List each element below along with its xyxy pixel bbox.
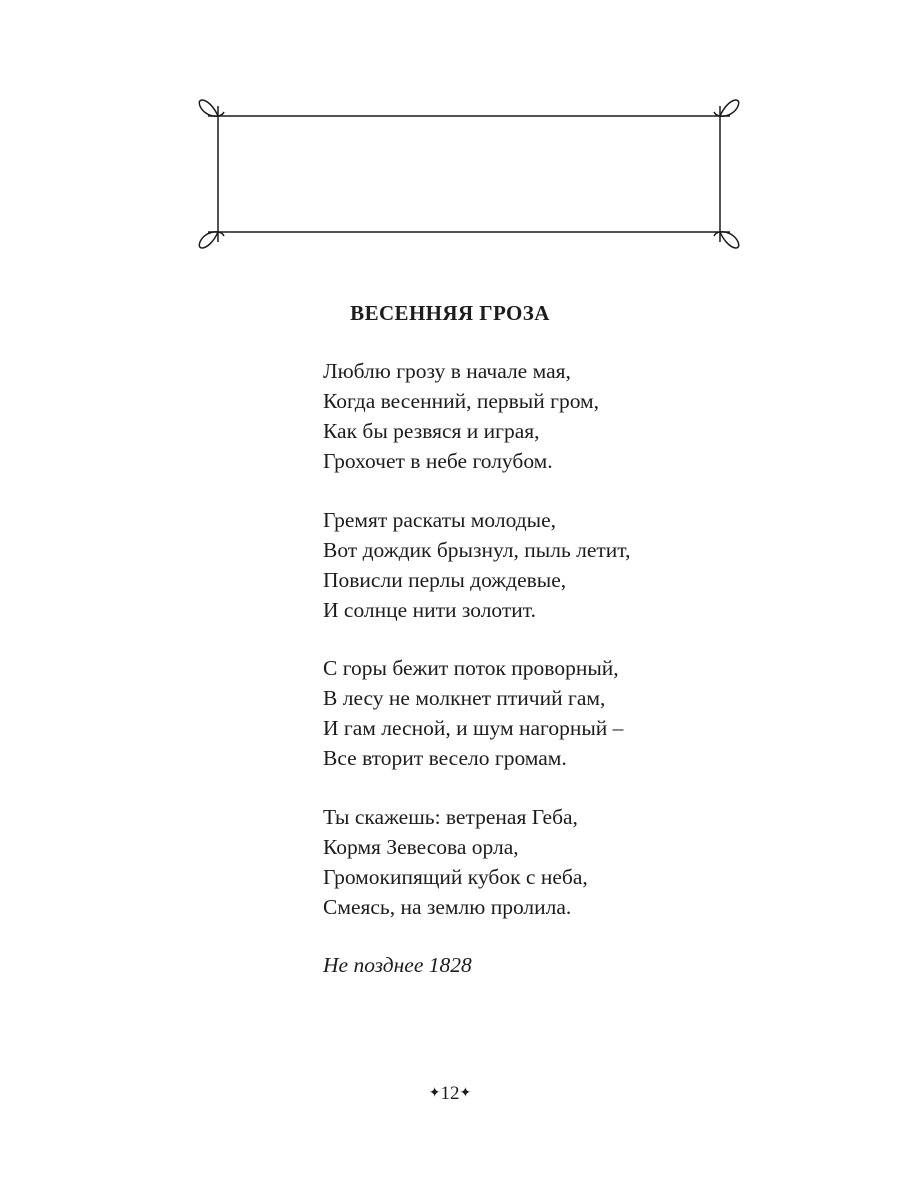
poem-line: Вот дождик брызнул, пыль летит, (323, 537, 631, 562)
poem-line: И солнце нити золотит. (323, 597, 536, 622)
stanza-2 (323, 505, 630, 625)
ornament-left-icon: ✦ (428, 1086, 441, 1101)
poem-line: В лесу не молкнет птичий гам, (323, 686, 606, 710)
poem-line: Повисли перлы дождевые, (323, 567, 567, 592)
poem-line: Гремят раскаты молодые, (323, 507, 557, 532)
stanza-3 (323, 653, 630, 773)
poem-line: С горы бежит поток проворный, (323, 656, 619, 680)
poem-line: Как бы резвяся и играя, (323, 419, 540, 443)
poem-line: Когда весенний, первый гром, (323, 389, 600, 413)
poem-title: ВЕСЕННЯЯ ГРОЗА (350, 301, 550, 325)
stanza-4 (323, 802, 630, 922)
poem-line: Все вторит весело громам. (323, 746, 567, 770)
stanza-1 (323, 356, 630, 476)
ornament-right-icon: ✦ (459, 1086, 472, 1101)
poem-line: Грохочет в небе голубом. (323, 449, 553, 473)
poem-line: Смеясь, на землю пролила. (323, 894, 572, 919)
poem-body (323, 356, 630, 980)
decorative-frame (190, 88, 750, 264)
poem-line: Люблю грозу в начале мая, (323, 359, 571, 383)
poem-line: Громокипящий кубок с неба, (323, 864, 588, 889)
page-footer (0, 1081, 900, 1107)
poem-line: Кормя Зевесова орла, (323, 834, 519, 859)
poem-date: Не позднее 1828 (323, 953, 472, 977)
poem-line: И гам лесной, и шум нагорный – (323, 716, 624, 740)
poem-line: Ты скажешь: ветреная Геба, (323, 804, 578, 829)
page-number: 12 (440, 1083, 460, 1104)
